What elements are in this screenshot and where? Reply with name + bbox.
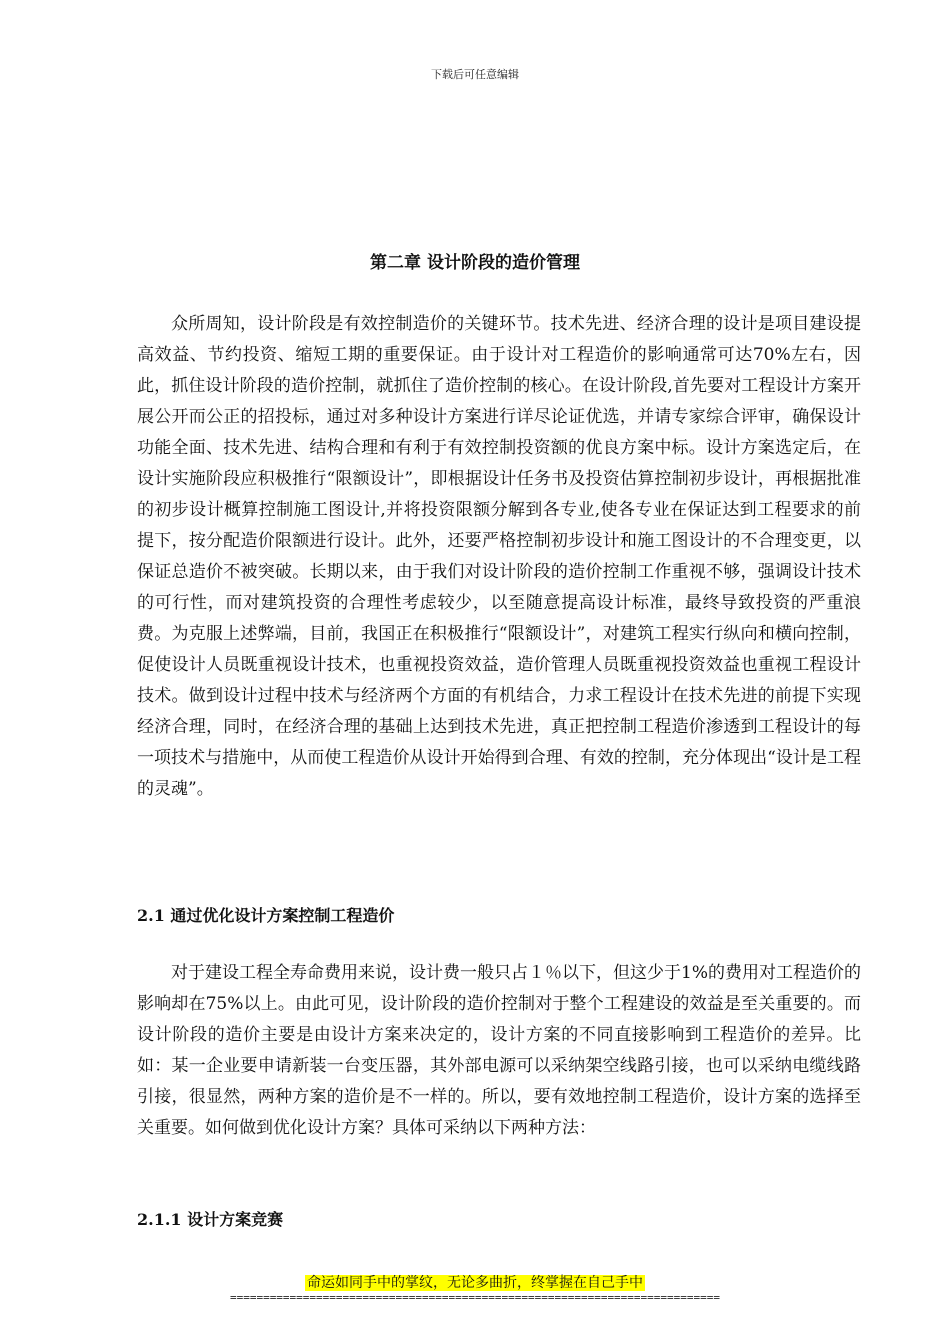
- footer-motto: [0, 1272, 950, 1292]
- section-heading-2-1: 2.1 通过优化设计方案控制工程造价: [137, 906, 395, 925]
- footer-divider-rule: ==========================================================================: [229, 1291, 721, 1304]
- section-heading-2-1-1: 2.1.1 设计方案竞赛: [137, 1210, 284, 1229]
- section-2-1-paragraph: 对于建设工程全寿命费用来说，设计费一般只占１％以下，但这少于1%的费用对工程造价的影响却在75%以上。由此可见，设计阶段的造价控制对于整个工程建设的效益是至关重要的。而设计阶段的造价主要是由设计方案来决定的，设计方案的不同直接影响到工程造价的差异。比如：某一企业要申请新装一台变压器，其外部电源可以采纳架空线路引接，也可以采纳电缆线路引接，很显然，两种方案的造价是不一样的。所以，要有效地控制工程造价，设计方案的选择至关重要。如何做到优化设计方案？具体可采纳以下两种方法：: [137, 963, 861, 1138]
- footer-motto-text: 命运如同手中的掌纹，无论多曲折，终掌握在自己手中: [307, 1275, 643, 1291]
- intro-paragraph: 众所周知，设计阶段是有效控制造价的关键环节。技术先进、经济合理的设计是项目建设提高效益、节约投资、缩短工期的重要保证。由于设计对工程造价的影响通常可达70%左右，因此，抓住设计阶段的造价控制，就抓住了造价控制的核心。在设计阶段,首先要对工程设计方案开展公开而公正的招投标，通过对多种设计方案进行详尽论证优选，并请专家综合评审，确保设计功能全面、技术先进、结构合理和有利于有效控制投资额的优良方案中标。设计方案选定后，在设计实施阶段应积极推行“限额设计”，即根据设计任务书及投资估算控制初步设计，再根据批准的初步设计概算控制施工图设计,并将投资限额分解到各专业,使各专业在保证达到工程要求的前提下，按分配造价限额进行设计。此外，还要严格控制初步设计和施工图设计的不合理变更，以保证总造价不被突破。长期以来，由于我们对设计阶段的造价控制工作重视不够，强调设计技术的可行性，而对建筑投资的合理性考虑较少，以至随意提高设计标准，最终导致投资的严重浪费。为克服上述弊端，目前，我国正在积极推行“限额设计”，对建筑工程实行纵向和横向控制，促使设计人员既重视设计技术，也重视投资效益，造价管理人员既重视投资效益也重视工程设计技术。做到设计过程中技术与经济两个方面的有机结合，力求工程设计在技术先进的前提下实现经济合理，同时，在经济合理的基础上达到技术先进，真正把控制工程造价渗透到工程设计的每一项技术与措施中，从而使工程造价从设计开始得到合理、有效的控制，充分体现出“设计是工程的灵魂”。: [137, 314, 861, 799]
- chapter-title: 第二章 设计阶段的造价管理: [370, 253, 580, 273]
- page-header-note: 下载后可任意编辑: [431, 68, 519, 81]
